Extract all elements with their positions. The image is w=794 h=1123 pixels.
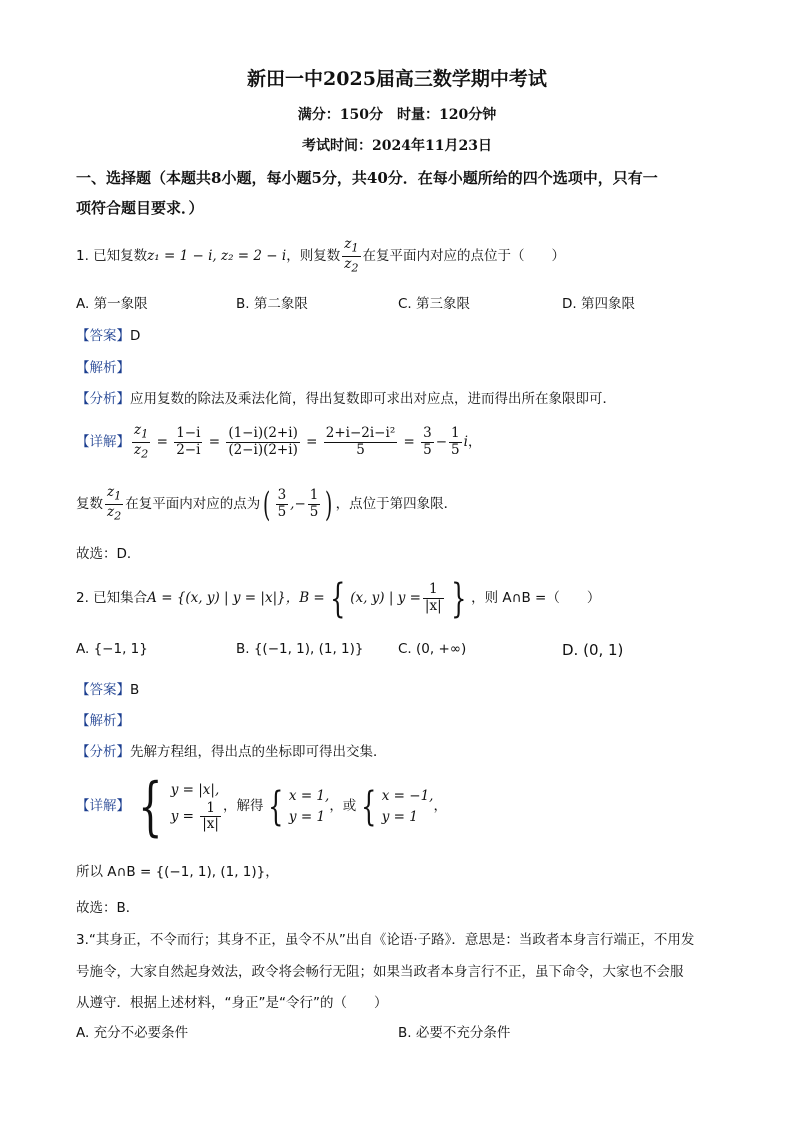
q1-conclusion-mid: 在复平面内对应的点为: [125, 496, 261, 512]
answer-tag: 【答案】: [76, 682, 130, 698]
q1-mid: ，则复数: [286, 248, 341, 264]
q2-suffix: ，则 A∩B =（ ）: [471, 590, 601, 606]
q2-fenxi: [76, 740, 387, 760]
q2-stem: [76, 574, 600, 622]
q1-stem: [76, 236, 565, 276]
q3-line1: 3.“其身正，不令而行；其身不正，虽令不从”出自《论语·子路》．意思是：当政者本身言行端正，不用发: [76, 932, 695, 948]
fenxi-tag: 【分析】: [76, 744, 130, 760]
q2-solution-1: { x = 1, y = 1: [268, 783, 330, 830]
q1-answer: [76, 324, 140, 344]
q1-analysis-tag: 【解析】: [76, 360, 130, 376]
q1-z-def: z₁ = 1 − i, z₂ = 2 − i: [147, 248, 287, 264]
q2-option-d: D. (0, 1): [562, 641, 624, 659]
q3-option-b: B. 必要不充分条件: [398, 1025, 511, 1041]
page-title: 新田一中2025届高三数学期中考试: [247, 68, 547, 90]
q1-conclusion-prefix: 复数: [76, 496, 103, 512]
q2-solution-2: { x = −1, y = 1: [361, 783, 434, 830]
q2-option-c: C. (0, +∞): [398, 641, 467, 657]
exam-date: 考试时间：2024年11月23日: [302, 138, 492, 154]
q2-answer: [76, 678, 139, 698]
q1-conclusion-fraction: $\frac{z_1}{z_2}$: [107, 483, 122, 523]
q2-solve-word: ，解得: [222, 798, 264, 814]
xiangjie-tag: 【详解】: [76, 434, 130, 450]
q1-conclusion-suffix: ，点位于第四象限．: [335, 496, 458, 512]
q3-line2: 号施令，大家自然起身效法，政令将会畅行无阻；如果当政者本身言行不正，虽下命令，大家也不会服: [76, 964, 684, 980]
q2-set-b-head: (x, y) | y =: [350, 590, 421, 606]
q2-or-word: ，或: [329, 798, 357, 814]
q1-point: ( $\frac{3}{5}$ ,− $\frac{1}{5}$ ): [263, 484, 333, 525]
q1-derivation: $\frac{z_1}{z_2}$ = $\frac{1-i}{2-i}$ = $\frac{(1-i)(2+i)}{(2-i)(2+i)}$ = $\frac{\text{2+i−2i−i²}}{5}$ = $\frac{3}{5}$ − $\frac{1}{5}$ i: [134, 422, 468, 461]
q2-set-b: { (x, y) | y = $\frac{1}{|x|}$ }: [329, 575, 467, 622]
q2-prefix: 2. 已知集合: [76, 590, 148, 606]
q1-xiangjie-tail: ，: [467, 434, 482, 450]
q2-result: 所以 A∩B = {(−1, 1), (1, 1)}，: [76, 864, 279, 880]
q1-fraction-z1-z2: $\frac{z_1}{z_2}$: [344, 235, 359, 275]
score-time: 满分：150分 时量：120分钟: [297, 107, 497, 123]
q2-analysis-tag: 【解析】: [76, 713, 130, 729]
q2-option-a: A. {−1, 1}: [76, 641, 148, 657]
xiangjie-tag: 【详解】: [76, 798, 130, 814]
answer-tag: 【答案】: [76, 328, 130, 344]
q1-conclusion: [76, 480, 457, 528]
section-heading-line1: 一、选择题（本题共8小题，每小题5分，共40分．在每小题所给的四个选项中，只有一: [76, 169, 658, 187]
q2-system: { y = |x|, y = $\frac{1}{|x|}$: [138, 769, 220, 844]
q2-mid: ，B =: [285, 590, 325, 606]
q2-tail: ，: [433, 798, 447, 814]
q1-answer-value: D: [130, 328, 141, 344]
q1-prefix: 1. 已知复数: [76, 248, 148, 264]
q1-select: 故选：D．: [76, 546, 141, 562]
q1-option-b: B. 第二象限: [236, 296, 308, 312]
q1-fenxi-text: 应用复数的除法及乘法化简，得出复数即可求出对应点，进而得出所在象限即可．: [130, 391, 616, 407]
q3-line3: 从遵守．根据上述材料，“身正”是“令行”的（ ）: [76, 995, 388, 1011]
q2-answer-value: B: [130, 682, 140, 698]
q2-xiangjie: [76, 770, 447, 842]
q1-suffix: 在复平面内对应的点位于（ ）: [362, 248, 565, 264]
q2-set-a: A = {(x, y) | y = |x|}: [147, 590, 286, 606]
q3-option-a: A. 充分不必要条件: [76, 1025, 189, 1041]
section-heading-line2: 项符合题目要求．）: [76, 199, 204, 217]
q2-option-b: B. {(−1, 1), (1, 1)}: [236, 641, 364, 657]
q2-fenxi-text: 先解方程组，得出点的坐标即可得出交集．: [130, 744, 387, 760]
q1-option-a: A. 第一象限: [76, 296, 148, 312]
q1-fenxi: [76, 387, 616, 407]
q1-xiangjie: [76, 418, 481, 466]
fenxi-tag: 【分析】: [76, 391, 130, 407]
q1-option-d: D. 第四象限: [562, 296, 635, 312]
q1-option-c: C. 第三象限: [398, 296, 471, 312]
q2-select: 故选：B．: [76, 900, 140, 916]
